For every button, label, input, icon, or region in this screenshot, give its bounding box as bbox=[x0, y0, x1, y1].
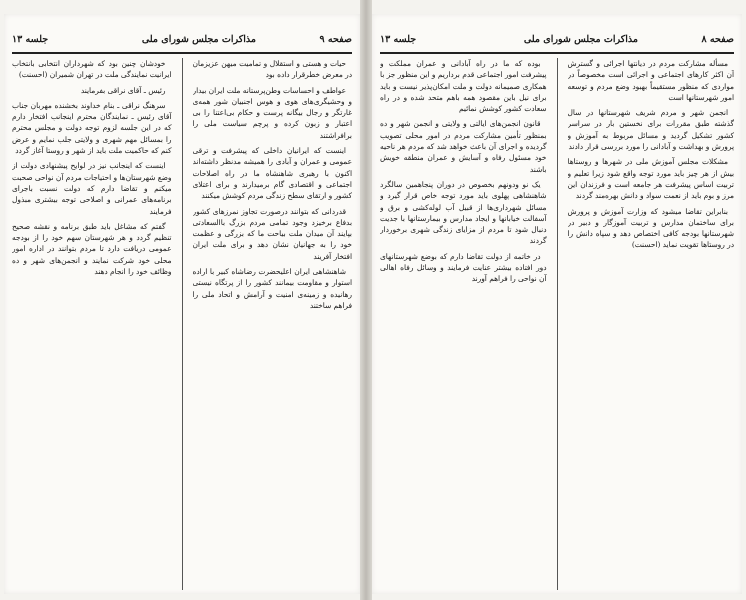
paragraph: انجمن شهر و مردم شریف شهرستانها در سال گذشته طبق مقررات برای نخستین بار در سراسر کشور تشکیل گردید و مسائل مربوط به آموزش و پرورش و بهداشت و آبادانی را مورد بررسی قرار دادند bbox=[567, 108, 734, 152]
paragraph: اینست که ایرانیان داخلی که پیشرفت و ترقی عمومی و عمران و آبادی را همیشه مدنظر داشته‌اند اکنون با رهبری شاهنشاه ما در راه اصلاحات اجتماعی و اقتصادی گام برمیدارند و برای اعتلای کشور و ارتقای سطح زندگی مردم کوشش میکنند bbox=[192, 146, 352, 201]
paragraph: اینست که اینجانب نیز در لوایح پیشنهادی دولت از وضع شهرستان‌ها و احتیاجات مردم آن نواحی صحبت میکنم و تقاضا دارم که دولت نسبت باجرای برنامه‌های عمرانی و اصلاحی توجه بیشتری مبذول فرمایند bbox=[12, 161, 172, 216]
paragraph: سرهنگ نراقی ـ بنام خداوند بخشنده مهربان جناب آقای رئیس ـ نمایندگان محترم اینجانب افتخار دارم که در این جلسه لزوم توجه دولت و مجلس محترم را بمسائل مهم شهری و ولایتی جلب نمایم و عرض کنم که حاکمیت ملت باید از شهر و روستا آغاز گردد bbox=[12, 100, 172, 156]
paragraph: بنابراین تقاضا میشود که وزارت آموزش و پرورش برای ساختمان مدارس و تربیت آموزگار و دبیر در شهرستانها بودجه کافی اختصاص دهد و سپاه دانش را در روستاها تقویت نماید (احسنت) bbox=[567, 206, 734, 250]
left-page bbox=[4, 14, 360, 594]
paragraph: شاهنشاهی ایران اعلیحضرت رضاشاه کبیر با اراده استوار و مقاومت بیمانند کشور را از پرتگاه نیستی رهانیده و زمینه‌ی امنیت و آرامش و اتحاد ملی را فراهم ساختند bbox=[192, 267, 352, 310]
text-column bbox=[193, 58, 353, 590]
paragraph: مشکلات مجلس آموزش ملی در شهرها و روستاها بیش از هر چیز باید مورد توجه واقع شود زیرا تعلیم و تربیت اساس پیشرفت هر جامعه است و فرزندان این مرز و بوم باید از نعمت سواد و دانش بهره‌مند گردند bbox=[567, 157, 734, 201]
paragraph: حیات و هستی و استقلال و تمامیت میهن عزیزمان در معرض خطرقرار داده بود bbox=[192, 59, 352, 80]
paragraph: در خاتمه از دولت تقاضا دارم که بوضع شهرستانهای دور افتاده بیشتر عنایت فرمایند و وسائل رفاه اهالی آن نواحی را فراهم آورند bbox=[380, 251, 547, 284]
text-column bbox=[12, 58, 172, 590]
paragraph: رئیس ـ آقای نراقی بفرمایند bbox=[80, 85, 166, 95]
right-page bbox=[372, 14, 742, 594]
page-number: صفحه ۹ bbox=[319, 34, 352, 45]
paragraph: مسأله مشارکت مردم در دیانتها اجرائی و گسترش آن اکثر کارهای اجتماعی و اجرائی است مخصوصاً در مواردی که منظور مستقیماً بهبود وضع مردم و توسعه امور شهرستانها است bbox=[567, 59, 734, 102]
paragraph: گفتم که مشاغل باید طبق برنامه و نقشه صحیح تنظیم گردد و هر شهرستان سهم خود را از بودجه عمومی دریافت دارد تا مردم بتوانند در اداره امور محلی خود شرکت نمایند و انجمن‌های شهر و ده وظائف خود را انجام دهند bbox=[12, 221, 172, 277]
left-page-header bbox=[12, 28, 352, 54]
page-number: صفحه ۸ bbox=[701, 34, 734, 45]
paragraph: قدردانی که بتوانند درصورت تجاوز نمرزهای کشور بدفاع برخیزد وجود تمامی مردم بزرگ باالسعادتی بپایند آن میدان ملت بیاحت ما که بزرگی و عظمت خود را به جهانیان نشان دهد و برای ملت ایران افتخار آفریند bbox=[192, 206, 352, 261]
left-page-columns bbox=[12, 58, 352, 590]
paragraph: قانون انجمن‌های ایالتی و ولایتی و انجمن شهر و ده بمنظور تأمین مشارکت مردم در امور محلی تصویب گردیده و اجرای آن باعث خواهد شد که مردم هر ناحیه خود مسئول رفاه و آسایش و عمران منطقه خویش باشند bbox=[380, 119, 547, 174]
paragraph: خودشان چنین بود که شهرداران انتخابی بانتخاب ایرانیت نمایندگی ملت در تهران شمیران (احسنت) bbox=[12, 59, 172, 80]
paragraph: یک نو ودونهم بخصوص در دوران پنجاهمین سالگرد شاهنشاهی پهلوی باید مورد توجه خاص قرار گیرد و مسائل شهرداری‌ها از قبیل آب لوله‌کشی و برق و آسفالت خیابانها و ایجاد مدارس و بیمارستانها با جدیت دنبال شود تا مردم از مزایای زندگی شهری برخوردار گردند bbox=[380, 179, 547, 246]
paragraph: بوده که ما در راه آبادانی و عمران مملکت و پیشرفت امور اجتماعی قدم برداریم و این منظور جز با همکاری صمیمانه دولت و ملت امکان‌پذیر نیست و باید برای نیل باین مقصود همه باهم متحد شده و در راه سعادت کشور کوشش نمائیم bbox=[380, 59, 547, 114]
running-title: مذاکرات مجلس شورای ملی bbox=[141, 34, 256, 45]
column-divider bbox=[557, 58, 558, 590]
column-divider bbox=[182, 58, 183, 590]
text-column bbox=[568, 58, 735, 590]
right-page-header bbox=[380, 28, 734, 54]
paragraph: عواطف و احساسات وطن‌پرستانه ملت ایران بیدار و وحشیگری‌های هوی و هوس اجنبیان شور همه‌ی غارتگر و رجال بیگانه پرست و حکام بی‌اعتنا را بی اعتبار و زبون کرده و پرچم سیاست ملی را برافراشتند bbox=[192, 85, 352, 140]
session-label: جلسه ۱۳ bbox=[380, 34, 417, 45]
running-title: مذاکرات مجلس شورای ملی bbox=[523, 34, 638, 45]
session-label: جلسه ۱۳ bbox=[12, 34, 49, 45]
book-gutter bbox=[360, 0, 372, 600]
right-page-columns bbox=[380, 58, 734, 590]
text-column bbox=[380, 58, 547, 590]
